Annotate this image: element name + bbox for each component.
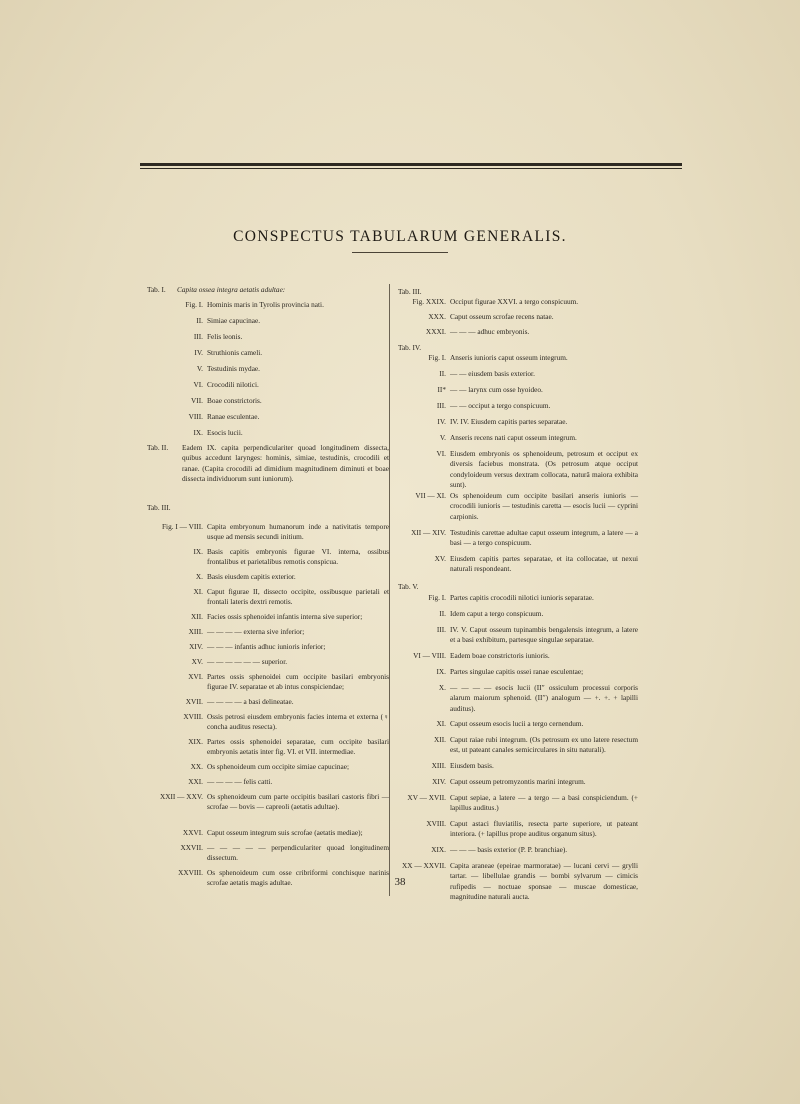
figure-number: XIII. xyxy=(188,627,203,636)
entry-text: Os sphenoideum cum parte occipitis basilari castoris fibri — scrofae — bovis — capreoli (aetatis adultae). xyxy=(207,792,389,812)
figure-number: VIII. xyxy=(188,412,203,421)
figure-number: VI — VIII. xyxy=(413,651,446,660)
figure-number: II* xyxy=(437,385,446,394)
entry-text: — — — — felis catti. xyxy=(207,777,273,786)
figure-number: IV. xyxy=(437,417,446,426)
double-rule-thick xyxy=(140,163,682,166)
table-label: Tab. I. xyxy=(147,285,166,294)
entry-text: Anseris recens nati caput osseum integrum. xyxy=(450,433,577,442)
figure-number: III. xyxy=(436,625,446,634)
entry-text: Caput astaci fluviatilis, resecta parte superiore, ut pateant interiora. (+ lapillus prope auditus organum situs). xyxy=(450,819,638,839)
figure-number: XX — XXVII. xyxy=(402,861,446,870)
entry-text: Partes ossis sphenoidei cum occipite basilari embryonis figurae IV. separatae et ab intus conspiciendae; xyxy=(207,672,389,692)
entry-text: Eadem boae constrictoris iunioris. xyxy=(450,651,550,660)
figure-number: XIX. xyxy=(188,737,203,746)
figure-number: V. xyxy=(439,433,446,442)
entry-text: Boae constrictoris. xyxy=(207,396,262,405)
entry-text: — — eiusdem basis exterior. xyxy=(450,369,535,378)
figure-number: IX. xyxy=(193,428,203,437)
figure-number: Fig. I. xyxy=(428,593,446,602)
figure-number: XV. xyxy=(434,554,446,563)
figure-number: XIV. xyxy=(189,642,203,651)
entry-text: — — — — a basi delineatae. xyxy=(207,697,294,706)
figure-number: VII. xyxy=(191,396,203,405)
figure-number: II. xyxy=(196,316,203,325)
entry-text: Caput raiae rubi integrum. (Os petrosum ex uno latere resectum est, ut pateant canales semicirculares in situ naturali). xyxy=(450,735,638,755)
entry-text: Crocodili nilotici. xyxy=(207,380,259,389)
entry-text: Caput figurae II, dissecto occipite, ossibusque parietali et frontali lateris dextri remotis. xyxy=(207,587,389,607)
figure-number: IX. xyxy=(436,667,446,676)
figure-number: XII — XIV. xyxy=(411,528,446,537)
entry-text: Eadem IX. capita perpendiculariter quoad longitudinem dissecta, quibus accedunt larynges: hominis, simiae, testudinis, crocodili et ranae. (Capita crocodili ad dimidium magnitudinem diminuti et boae dissecta individuorum sunt iuniorum). xyxy=(182,443,389,484)
entry-text: Simiae capucinae. xyxy=(207,316,261,325)
figure-number: XIII. xyxy=(431,761,446,770)
figure-number: III. xyxy=(193,332,203,341)
entry-text: — — — basis exterior (P. P. branchiae). xyxy=(450,845,568,854)
entry-text: — — — — — perpendiculariter quoad longitudinem dissectum. xyxy=(207,843,389,863)
entry-text: — — — — — — superior. xyxy=(207,657,288,666)
table-label: Tab. III. xyxy=(147,503,171,512)
entry-text: Esocis lucii. xyxy=(207,428,243,437)
entry-text: Caput osseum scrofae recens natae. xyxy=(450,312,554,321)
entry-text: Partes singulae capitis ossei ranae esculentae; xyxy=(450,667,584,676)
entry-text: Hominis maris in Tyrolis provincia nati. xyxy=(207,300,324,309)
figure-number: XXX. xyxy=(428,312,446,321)
figure-number: VI. xyxy=(193,380,203,389)
double-rule-thin xyxy=(140,168,682,169)
entry-text: — — — adhuc embryonis. xyxy=(450,327,530,336)
figure-number: XXVI. xyxy=(182,828,203,837)
figure-number: V. xyxy=(196,364,203,373)
figure-number: IV. xyxy=(194,348,203,357)
entry-text: Capita araneae (epeirae marmoratae) — lucani cervi — grylli tartar. — libellulae grandis — bombi sylvarum — cimicis rufipedis — noctuae sponsae — muscae domesticae, magnitudine naturali aucta. xyxy=(450,861,638,902)
entry-text: Struthionis cameli. xyxy=(207,348,263,357)
entry-text: Caput osseum esocis lucii a tergo cernendum. xyxy=(450,719,584,728)
figure-number: XX. xyxy=(190,762,203,771)
figure-number: XVIII. xyxy=(426,819,446,828)
figure-number: XVIII. xyxy=(183,712,203,721)
figure-number: XIV. xyxy=(432,777,446,786)
figure-number: XIX. xyxy=(431,845,446,854)
column-divider xyxy=(389,284,390,896)
table-label: Tab. IV. xyxy=(398,343,422,352)
entry-text: Caput osseum integrum suis scrofae (aetatis mediae); xyxy=(207,828,363,837)
entry-text: IV. V. Caput osseum tupinambis bengalensis integrum, a latere et a basi exhibitum, partesque singulae separatae. xyxy=(450,625,638,645)
figure-number: XXI. xyxy=(188,777,203,786)
entry-text: Os sphenoideum cum occipite simiae capucinae; xyxy=(207,762,350,771)
figure-number: Fig. I. xyxy=(185,300,203,309)
figure-number: XXVII. xyxy=(180,843,203,852)
figure-number: XXII — XXV. xyxy=(159,792,203,801)
figure-number: Fig. XXIX. xyxy=(412,297,446,306)
figure-number: XV. xyxy=(191,657,203,666)
entry-text: Basis eiusdem capitis exterior. xyxy=(207,572,296,581)
entry-text: Testudinis carettae adultae caput osseum integrum, a latere — a basi — a tergo conspicuum. xyxy=(450,528,638,548)
figure-number: XVII. xyxy=(185,697,203,706)
entry-text: Basis capitis embryonis figurae VI. interna, ossibus frontalibus et parietalibus remotis conspicua. xyxy=(207,547,389,567)
figure-number: XXXI. xyxy=(425,327,446,336)
entry-text: — — — — externa sive inferior; xyxy=(207,627,305,636)
figure-number: X. xyxy=(438,683,446,692)
title-underline xyxy=(352,252,448,253)
entry-text: Eiusdem capitis partes separatae, et ita collocatae, ut nexui naturali respondeant. xyxy=(450,554,638,574)
figure-number: Fig. I — VIII. xyxy=(161,522,203,531)
entry-text: IV. IV. Eiusdem capitis partes separatae. xyxy=(450,417,568,426)
figure-number: XXVIII. xyxy=(178,868,203,877)
figure-number: XV — XVII. xyxy=(407,793,446,802)
entry-text: Os sphenoideum cum osse cribriformi conchisque narinis scrofae aetatis magis adultae. xyxy=(207,868,389,888)
figure-number: IX. xyxy=(193,547,203,556)
page-title: CONSPECTUS TABULARUM GENERALIS. xyxy=(233,228,567,245)
entry-text: — — — — esocis lucii (II′′ ossiculum processui corporis alarum maiorum sphenoid. (II′′) analogum — +. +. + lapilli auditus). xyxy=(450,683,638,713)
figure-number: XVI. xyxy=(188,672,203,681)
entry-text: Ossis petrosi eiusdem embryonis facies interna et externa (♀ concha auditus resecta). xyxy=(207,712,389,732)
entry-text: Os sphenoideum cum occipite basilari anseris iunioris — crocodili iunioris — testudinis caretta — esocis lucii — cyprini carpionis. xyxy=(450,491,638,521)
entry-text: Ranae esculentae. xyxy=(207,412,260,421)
figure-number: XII. xyxy=(434,735,446,744)
entry-text: Anseris iunioris caput osseum integrum. xyxy=(450,353,568,362)
entry-text: Eiusdem embryonis os sphenoideum, petrosum et occiput ex diversis faciebus monstrata. (Os petrosum atque occiput condyloideum versus dextram collocata, naturâ maiora exhibita sunt). xyxy=(450,449,638,490)
figure-number: VI. xyxy=(436,449,446,458)
entry-text: Capita embryonum humanorum inde a nativitatis tempore usque ad mensis secundi initium. xyxy=(207,522,389,542)
entry-text: — — larynx cum osse hyoideo. xyxy=(450,385,543,394)
entry-text: Idem caput a tergo conspicuum. xyxy=(450,609,544,618)
entry-text: Partes ossis sphenoidei separatae, cum occipite basilari embryonis aetatis inter fig. VI. et VII. intermediae. xyxy=(207,737,389,757)
entry-text: Occiput figurae XXVI. a tergo conspicuum. xyxy=(450,297,579,306)
figure-number: II. xyxy=(439,609,446,618)
entry-text: Caput sepiae, a latere — a tergo — a basi conspiciendum. (+ lapillus auditus.) xyxy=(450,793,638,813)
entry-text: Caput osseum petromyzontis marini integrum. xyxy=(450,777,586,786)
table-label: Tab. III. xyxy=(398,287,422,296)
figure-number: VII — XI. xyxy=(415,491,446,500)
entry-text: — — — infantis adhuc iunioris inferior; xyxy=(207,642,326,651)
figure-number: III. xyxy=(436,401,446,410)
entry-text: Capita ossea integra aetatis adultae: xyxy=(177,285,286,294)
entry-text: Partes capitis crocodili nilotici iunioris separatae. xyxy=(450,593,594,602)
table-label: Tab. II. xyxy=(147,443,169,452)
figure-number: XI. xyxy=(193,587,203,596)
figure-number: Fig. I. xyxy=(428,353,446,362)
figure-number: XI. xyxy=(436,719,446,728)
entry-text: Eiusdem basis. xyxy=(450,761,494,770)
entry-text: Felis leonis. xyxy=(207,332,243,341)
entry-text: Facies ossis sphenoidei infantis interna sive superior; xyxy=(207,612,363,621)
figure-number: II. xyxy=(439,369,446,378)
figure-number: XII. xyxy=(191,612,203,621)
entry-text: Testudinis mydae. xyxy=(207,364,260,373)
page-number: 38 xyxy=(394,876,406,888)
entry-text: — — occiput a tergo conspicuum. xyxy=(450,401,551,410)
figure-number: X. xyxy=(195,572,203,581)
table-label: Tab. V. xyxy=(398,582,419,591)
